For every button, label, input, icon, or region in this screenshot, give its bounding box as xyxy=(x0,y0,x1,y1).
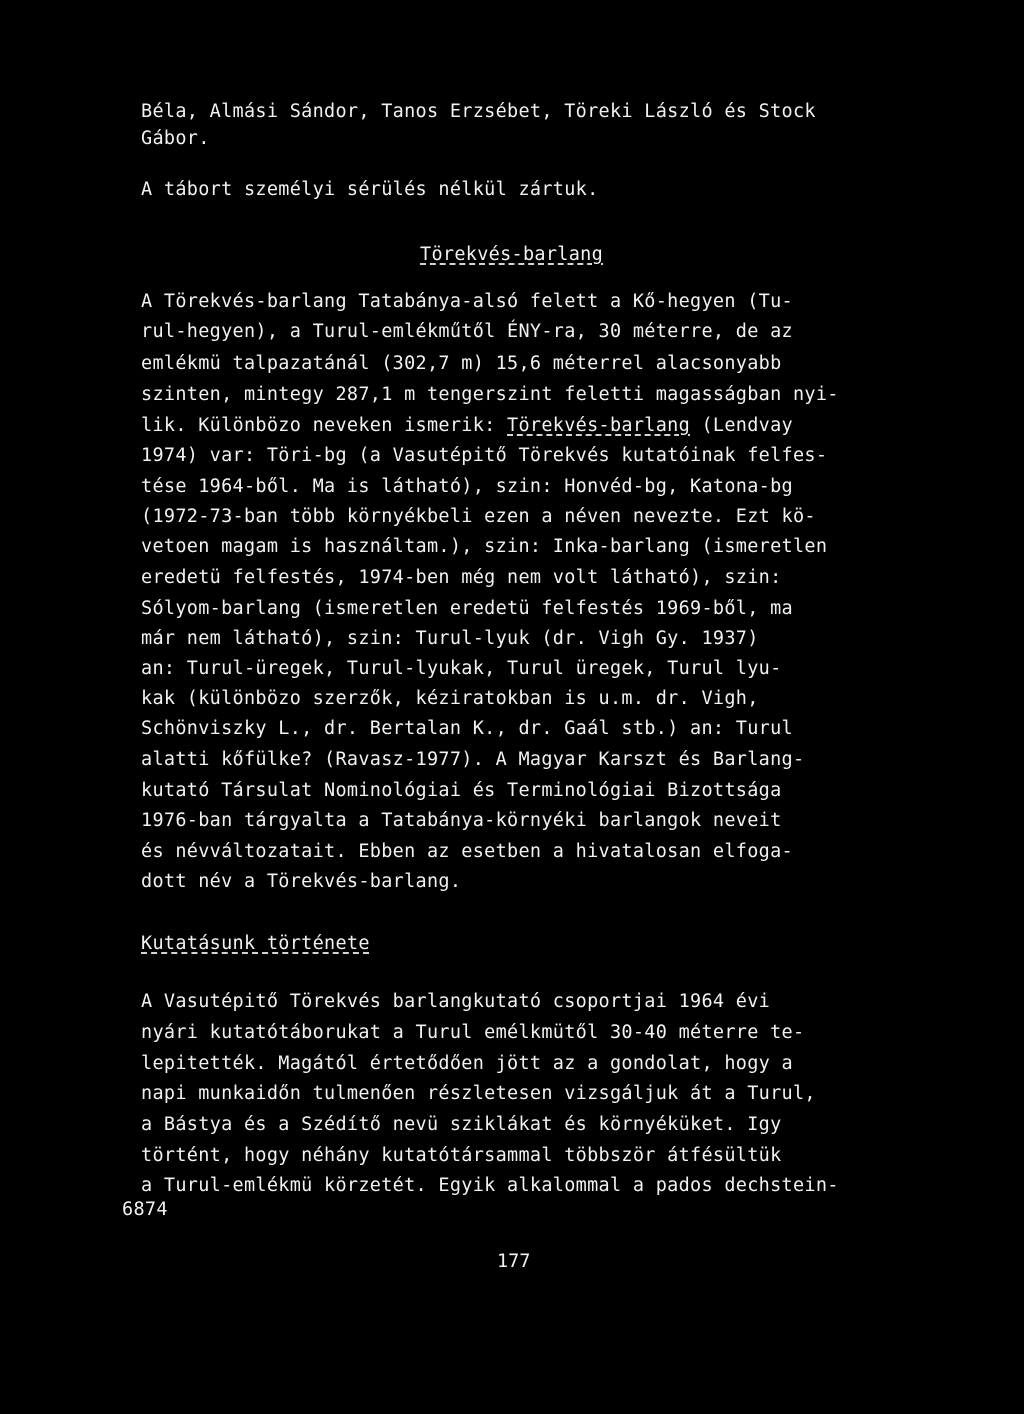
text-line: A tábort személyi sérülés nélkül zártuk. xyxy=(141,179,599,200)
text-segment: lik. Különbözo neveken ismerik: xyxy=(141,415,508,436)
text-line: Gábor. xyxy=(141,128,210,149)
text-line xyxy=(141,414,793,438)
text-line: történt, hogy néhány kutatótársammal többször átfésültük xyxy=(141,1145,782,1166)
text-line: kak (különbözo szerzők, kéziratokban is u.m. dr. Vigh, xyxy=(141,688,759,709)
text-line: nyári kutatótáborukat a Turul emélkmütől 30-40 méterre te- xyxy=(141,1022,805,1043)
text-line: emlékmü talpazatánál (302,7 m) 15,6 méterrel alacsonyabb xyxy=(141,353,782,374)
text-line: an: Turul-üregek, Turul-lyukak, Turul üregek, Turul lyu- xyxy=(141,658,782,679)
text-line: már nem látható), szin: Turul-lyuk (dr. Vigh Gy. 1937) xyxy=(141,628,759,649)
text-line: tése 1964-ből. Ma is látható), szin: Honvéd-bg, Katona-bg xyxy=(141,476,793,497)
text-line: Schönviszky L., dr. Bertalan K., dr. Gaál stb.) an: Turul xyxy=(141,718,793,739)
text-line: a Turul-emlékmü körzetét. Egyik alkalommal a pados dechstein- xyxy=(141,1175,839,1196)
text-line: napi munkaidőn tulmenően részletesen vizsgáljuk át a Turul, xyxy=(141,1083,816,1104)
text-line: (1972-73-ban több környékbeli ezen a néven nevezte. Ezt kö- xyxy=(141,506,816,527)
text-line: dott név a Törekvés-barlang. xyxy=(141,871,462,892)
archive-code: 6874 xyxy=(122,1199,168,1220)
text-line: szinten, mintegy 287,1 m tengerszint feletti magasságban nyi- xyxy=(141,384,839,405)
text-line: alatti kőfülke? (Ravasz-1977). A Magyar Karszt és Barlang- xyxy=(141,749,805,770)
cave-name-underlined: Törekvés-barlang xyxy=(507,415,691,436)
text-line: A Vasutépitő Törekvés barlangkutató csoportjai 1964 évi xyxy=(141,991,771,1012)
section-heading: Törekvés-barlang xyxy=(420,244,604,265)
text-line: A Törekvés-barlang Tatabánya-alsó felett a Kő-hegyen (Tu- xyxy=(141,291,793,312)
text-segment: (Lendvay xyxy=(690,415,793,436)
text-line: vetoen magam is használtam.), szin: Inka-barlang (ismeretlen xyxy=(141,536,828,557)
text-line: kutató Társulat Nominológiai és Terminológiai Bizottsága xyxy=(141,780,782,801)
text-line: a Bástya és a Szédítő nevü sziklákat és környéküket. Igy xyxy=(141,1114,782,1135)
text-line: rul-hegyen), a Turul-emlékműtől ÉNY-ra, 30 méterre, de az xyxy=(141,321,793,342)
section-heading: Kutatásunk története xyxy=(141,933,370,954)
text-line: Sólyom-barlang (ismeretlen eredetü felfestés 1969-ből, ma xyxy=(141,598,793,619)
text-line: 1974) var: Töri-bg (a Vasutépitő Törekvés kutatóinak felfes- xyxy=(141,445,828,466)
text-line: eredetü felfestés, 1974-ben még nem volt látható), szin: xyxy=(141,567,782,588)
text-line: 1976-ban tárgyalta a Tatabánya-környéki barlangok neveit xyxy=(141,810,782,831)
text-line: és névváltozatait. Ebben az esetben a hivatalosan elfoga- xyxy=(141,841,793,862)
page-number: 177 xyxy=(497,1251,531,1272)
text-line: Béla, Almási Sándor, Tanos Erzsébet, Töreki László és Stock xyxy=(141,101,816,122)
text-line: lepitették. Magától értetődően jött az a gondolat, hogy a xyxy=(141,1053,793,1074)
